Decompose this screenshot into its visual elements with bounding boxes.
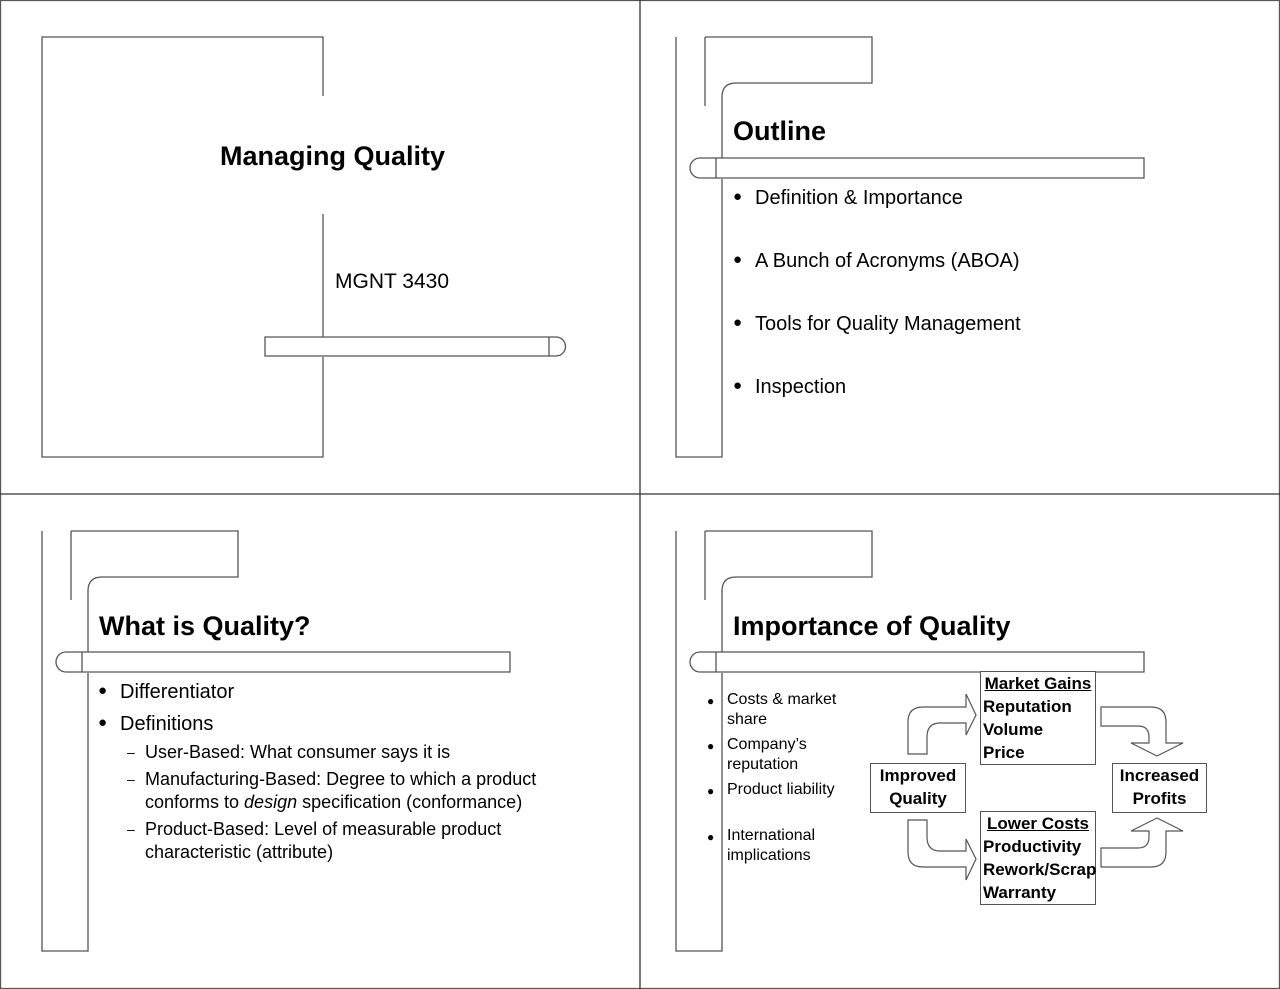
- arrow-to-profits-top: [1101, 707, 1183, 756]
- arrow-to-profits-bottom: [1101, 818, 1183, 867]
- arrow-to-lower-costs: [908, 820, 976, 880]
- slide4-title: Importance of Quality: [733, 611, 1011, 641]
- increased-profits-box: Increased Profits: [1112, 763, 1207, 813]
- market-gains-box: [980, 671, 1096, 765]
- outline-item-3: ● Tools for Quality Management: [755, 313, 1021, 336]
- importance-item-4: ● International implications: [727, 826, 857, 866]
- importance-item-2: ● Company’s reputation: [727, 735, 857, 775]
- improved-quality-box: Improved Quality: [870, 763, 966, 813]
- slide3-title: What is Quality?: [99, 611, 311, 641]
- lower-costs-item-rework: Rework/Scrap: [983, 860, 1097, 879]
- definition-manufacturing-emphasis: design: [244, 792, 298, 812]
- quality-bullet-definitions: ● Definitions: [120, 713, 213, 736]
- outline-item-1: ● Definition & Importance: [755, 187, 963, 210]
- definition-manufacturing-text-a: Manufacturing-Based: Degree to which a product conforms to: [145, 769, 537, 812]
- definition-manufacturing-text-b: specification (conformance): [297, 792, 523, 812]
- arrow-to-market-gains: [908, 694, 976, 754]
- quality-bullet-differentiator: ● Differentiator: [120, 681, 234, 704]
- outline-item-2: ● A Bunch of Acronyms (ABOA): [755, 250, 1020, 273]
- outline-item-4: ● Inspection: [755, 376, 846, 399]
- importance-item-1: ● Costs & market share: [727, 690, 857, 730]
- lower-costs-heading: Lower Costs: [986, 814, 1090, 833]
- lower-costs-box: [980, 811, 1096, 905]
- slide2-title: Outline: [733, 116, 826, 146]
- market-gains-item-price: Price: [983, 743, 1025, 762]
- lower-costs-item-warranty: Warranty: [983, 883, 1057, 902]
- market-gains-heading: Market Gains: [984, 674, 1092, 693]
- definition-user-based: – User-Based: What consumer says it is: [145, 741, 450, 764]
- lower-costs-item-productivity: Productivity: [983, 837, 1082, 856]
- slide1-subtitle: MGNT 3430: [335, 270, 449, 293]
- slide1-title: Managing Quality: [220, 141, 446, 171]
- market-gains-item-volume: Volume: [983, 720, 1044, 739]
- market-gains-item-reputation: Reputation: [983, 697, 1072, 716]
- definition-product-based: – Product-Based: Level of measurable product characteristic (attribute): [145, 818, 545, 864]
- importance-item-3: ● Product liability: [727, 780, 857, 800]
